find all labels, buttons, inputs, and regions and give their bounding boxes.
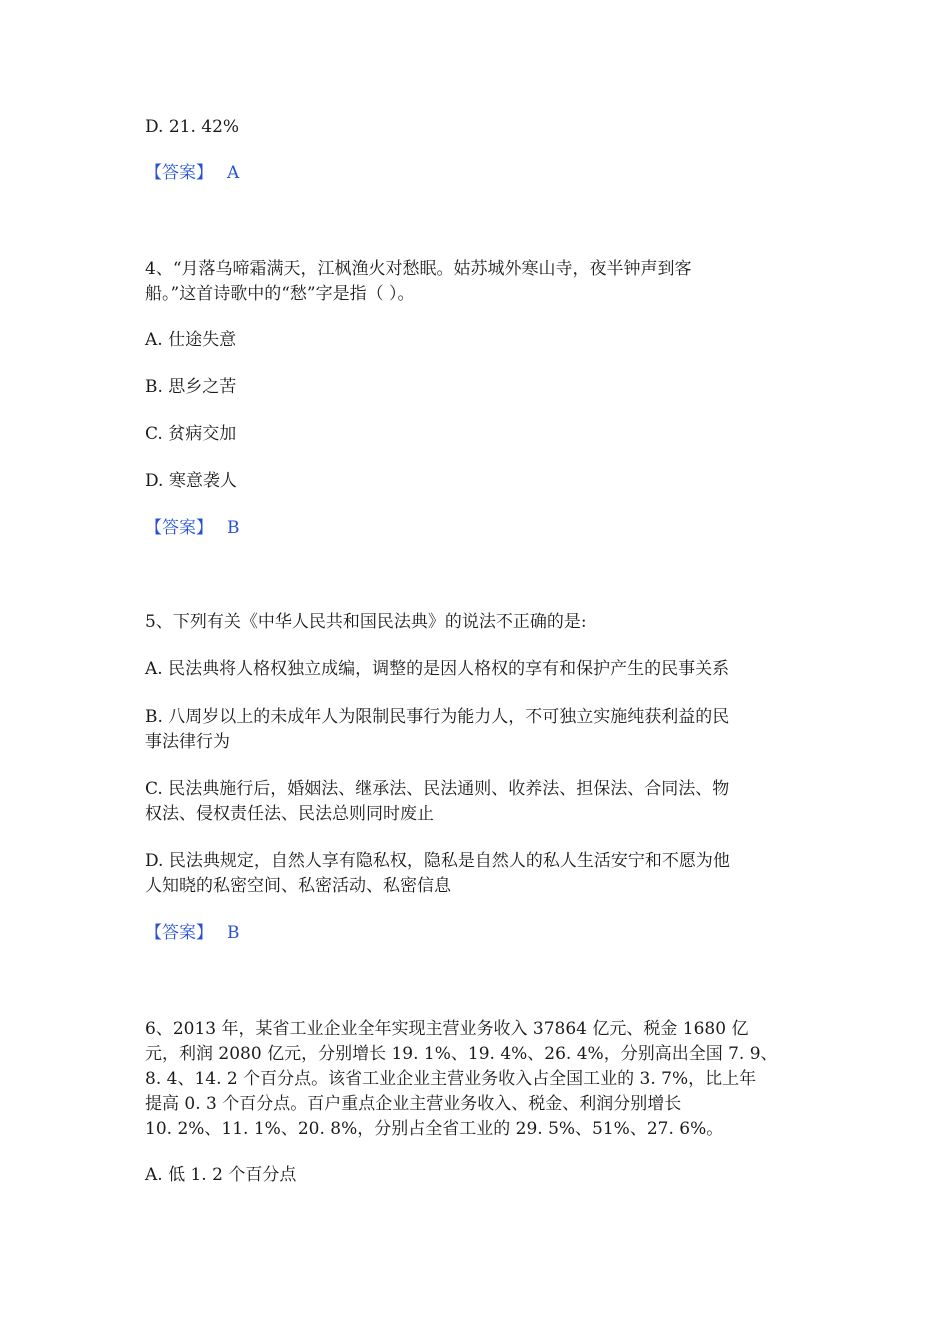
q3-answer bbox=[145, 161, 239, 185]
answer-value: A bbox=[227, 163, 240, 183]
q6-stem-line-2: 元，利润 2080 亿元，分别增长 19. 1%、19. 4%、26. 4%，分别高出全国 7. 9、 bbox=[145, 1044, 778, 1064]
q5-option-b-line-2: 事法律行为 bbox=[145, 732, 230, 752]
q5-option-a: A. 民法典将人格权独立成编，调整的是因人格权的享有和保护产生的民事关系 bbox=[145, 659, 730, 679]
answer-label: 【答案】 bbox=[145, 163, 213, 183]
q4-option-b: B. 思乡之苦 bbox=[145, 377, 237, 397]
q6-stem-line-5: 10. 2%、11. 1%、20. 8%，分别占全省工业的 29. 5%、51%、27. 6%。 bbox=[145, 1119, 724, 1139]
q5-option-c-line-2: 权法、侵权责任法、民法总则同时废止 bbox=[145, 804, 434, 824]
q6-stem-line-1: 6、2013 年，某省工业企业全年实现主营业务收入 37864 亿元、税金 1680 亿 bbox=[145, 1019, 749, 1039]
q5-option-b-line-1: B. 八周岁以上的未成年人为限制民事行为能力人，不可独立实施纯获利益的民 bbox=[145, 707, 730, 727]
q4-stem-line-1: 4、“月落乌啼霜满天，江枫渔火对愁眠。姑苏城外寒山寺，夜半钟声到客 bbox=[145, 259, 692, 279]
answer-label: 【答案】 bbox=[145, 923, 213, 943]
q3-option-d: D. 21. 42% bbox=[145, 117, 240, 137]
q5-stem: 5、下列有关《中华人民共和国民法典》的说法不正确的是: bbox=[145, 612, 587, 632]
q6-stem-line-4: 提高 0. 3 个百分点。百户重点企业主营业务收入、税金、利润分别增长 bbox=[145, 1094, 682, 1114]
q5-option-d-line-2: 人知晓的私密空间、私密活动、私密信息 bbox=[145, 876, 451, 896]
answer-value: B bbox=[227, 518, 240, 538]
q6-stem-line-3: 8. 4、14. 2 个百分点。该省工业企业主营业务收入占全国工业的 3. 7%，比上年 bbox=[145, 1069, 757, 1089]
q5-answer bbox=[145, 921, 240, 945]
q4-answer bbox=[145, 516, 240, 540]
answer-label: 【答案】 bbox=[145, 518, 213, 538]
q4-option-c: C. 贫病交加 bbox=[145, 424, 237, 444]
q4-stem-line-2: 船。”这首诗歌中的“愁”字是指（ ）。 bbox=[145, 284, 415, 304]
q4-option-a: A. 仕途失意 bbox=[145, 330, 237, 350]
q6-option-a: A. 低 1. 2 个百分点 bbox=[145, 1165, 297, 1185]
answer-value: B bbox=[227, 923, 240, 943]
q5-option-d-line-1: D. 民法典规定，自然人享有隐私权，隐私是自然人的私人生活安宁和不愿为他 bbox=[145, 851, 730, 871]
q5-option-c-line-1: C. 民法典施行后，婚姻法、继承法、民法通则、收养法、担保法、合同法、物 bbox=[145, 779, 730, 799]
q4-option-d: D. 寒意袭人 bbox=[145, 471, 237, 491]
